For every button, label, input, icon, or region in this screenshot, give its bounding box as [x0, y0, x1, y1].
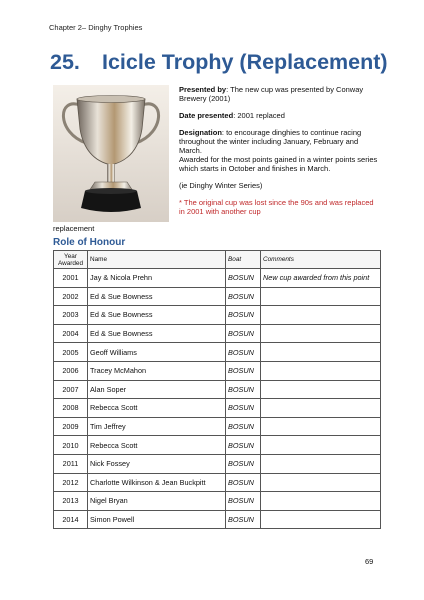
name-column-header: Name — [88, 251, 226, 269]
year-header-line1: Year — [64, 252, 77, 260]
year-cell: 2008 — [54, 399, 88, 418]
boat-cell: BOSUN — [226, 361, 261, 380]
comments-cell — [261, 492, 381, 511]
table-row — [54, 306, 381, 325]
roll-of-honour-rows — [54, 269, 381, 529]
awarded-text: Awarded for the most points gained in a winter points series which starts in October and finishes in March. — [179, 155, 378, 173]
date-text: : 2001 replaced — [233, 111, 285, 120]
table-row — [54, 492, 381, 511]
year-cell: 2012 — [54, 473, 88, 492]
table-row — [54, 510, 381, 529]
comments-column-header: Comments — [261, 251, 381, 269]
year-cell: 2002 — [54, 287, 88, 306]
designation-text: : to encourage dinghies to continue racing throughout the winter including January, February and March. — [179, 128, 362, 155]
table-row — [54, 454, 381, 473]
table-row — [54, 287, 381, 306]
table-row — [54, 324, 381, 343]
name-cell: Geoff Williams — [88, 343, 226, 362]
designation-paragraph — [179, 128, 379, 173]
year-cell: 2005 — [54, 343, 88, 362]
comments-cell — [261, 380, 381, 399]
name-cell: Simon Powell — [88, 510, 226, 529]
comments-cell — [261, 361, 381, 380]
comments-cell: New cup awarded from this point — [261, 269, 381, 288]
comments-cell — [261, 436, 381, 455]
name-cell: Ed & Sue Bowness — [88, 324, 226, 343]
boat-cell: BOSUN — [226, 287, 261, 306]
name-cell: Rebecca Scott — [88, 436, 226, 455]
trophy-number: 25. — [50, 50, 80, 74]
trophy-photo — [53, 85, 169, 222]
boat-cell: BOSUN — [226, 454, 261, 473]
presented-text: : The new cup was presented by Conway Brewery (2001) — [179, 85, 364, 103]
name-cell: Tracey McMahon — [88, 361, 226, 380]
table-row — [54, 399, 381, 418]
year-cell: 2006 — [54, 361, 88, 380]
series-note: (ie Dinghy Winter Series) — [179, 181, 263, 190]
page-number: 69 — [365, 557, 374, 566]
table-row — [54, 436, 381, 455]
date-label: Date presented — [179, 111, 234, 120]
name-cell: Charlotte Wilkinson & Jean Buckpitt — [88, 473, 226, 492]
boat-cell: BOSUN — [226, 417, 261, 436]
name-cell: Alan Soper — [88, 380, 226, 399]
table-row — [54, 473, 381, 492]
boat-cell: BOSUN — [226, 380, 261, 399]
name-cell: Ed & Sue Bowness — [88, 287, 226, 306]
comments-cell — [261, 510, 381, 529]
designation-label: Designation — [179, 128, 222, 137]
comments-cell — [261, 473, 381, 492]
boat-cell: BOSUN — [226, 269, 261, 288]
presented-label: Presented by — [179, 85, 227, 94]
year-cell: 2011 — [54, 454, 88, 473]
comments-cell — [261, 287, 381, 306]
roll-of-honour-heading: Role of Honour — [53, 237, 126, 248]
image-caption: replacement — [53, 224, 95, 233]
presented-paragraph — [179, 85, 379, 103]
name-cell: Nick Fossey — [88, 454, 226, 473]
comments-cell — [261, 324, 381, 343]
boat-cell: BOSUN — [226, 324, 261, 343]
name-cell: Jay & Nicola Prehn — [88, 269, 226, 288]
table-row — [54, 269, 381, 288]
boat-cell: BOSUN — [226, 306, 261, 325]
boat-column-header: Boat — [226, 251, 261, 269]
year-cell: 2003 — [54, 306, 88, 325]
chapter-header: Chapter 2– Dinghy Trophies — [49, 23, 143, 32]
roll-of-honour-table — [53, 250, 381, 529]
name-cell: Rebecca Scott — [88, 399, 226, 418]
year-column-header — [54, 251, 88, 269]
boat-cell: BOSUN — [226, 436, 261, 455]
year-cell: 2010 — [54, 436, 88, 455]
table-row — [54, 417, 381, 436]
comments-cell — [261, 417, 381, 436]
boat-cell: BOSUN — [226, 343, 261, 362]
table-row — [54, 361, 381, 380]
page-title — [50, 50, 388, 75]
boat-cell: BOSUN — [226, 399, 261, 418]
comments-cell — [261, 454, 381, 473]
table-row — [54, 380, 381, 399]
comments-cell — [261, 306, 381, 325]
name-cell: Nigel Bryan — [88, 492, 226, 511]
year-cell: 2004 — [54, 324, 88, 343]
boat-cell: BOSUN — [226, 492, 261, 511]
boat-cell: BOSUN — [226, 473, 261, 492]
year-cell: 2009 — [54, 417, 88, 436]
date-paragraph — [179, 111, 379, 120]
year-header-line2: Awarded — [57, 259, 84, 267]
trophy-name: Icicle Trophy (Replacement) — [102, 50, 388, 74]
original-cup-note: * The original cup was lost since the 90s and was replaced in 2001 with another cup — [179, 198, 374, 216]
comments-cell — [261, 399, 381, 418]
name-cell: Ed & Sue Bowness — [88, 306, 226, 325]
year-cell: 2007 — [54, 380, 88, 399]
comments-cell — [261, 343, 381, 362]
table-header-row — [54, 251, 381, 269]
trophy-info — [179, 85, 379, 224]
year-cell: 2013 — [54, 492, 88, 511]
table-row — [54, 343, 381, 362]
year-cell: 2014 — [54, 510, 88, 529]
boat-cell: BOSUN — [226, 510, 261, 529]
year-cell: 2001 — [54, 269, 88, 288]
name-cell: Tim Jeffrey — [88, 417, 226, 436]
